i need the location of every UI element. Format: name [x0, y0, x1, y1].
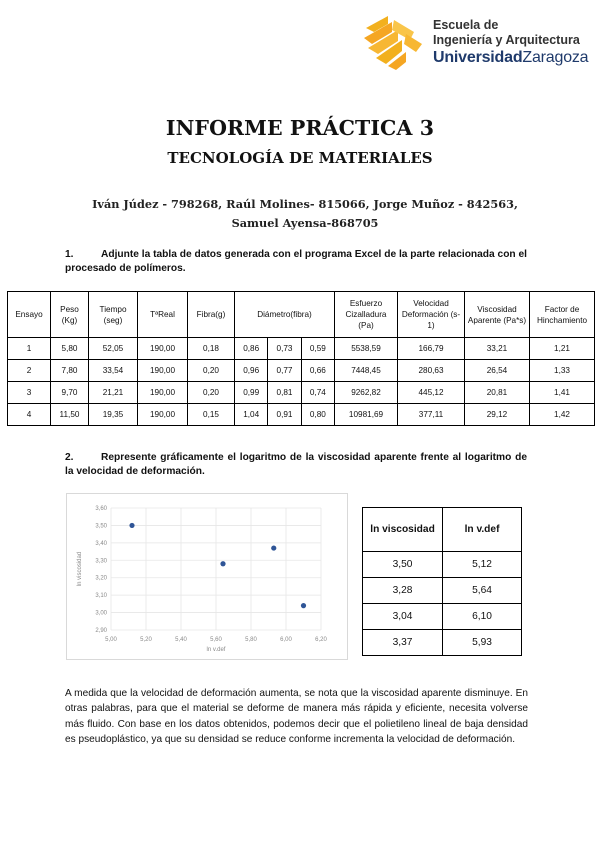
y-tick-label: 3,50	[95, 523, 107, 530]
ln-table	[362, 507, 522, 656]
page-title: INFORME PRÁCTICA 3	[165, 116, 435, 140]
table-row	[8, 360, 595, 382]
logo-university: Universidad	[433, 49, 523, 66]
cell: 190,00	[138, 382, 188, 404]
data-point	[271, 545, 276, 550]
section-1-number: 1.	[65, 249, 74, 260]
cell: 3,37	[363, 630, 443, 656]
cell: 190,00	[138, 404, 188, 426]
x-tick-label: 5,40	[175, 637, 187, 643]
col-velocidad: Velocidad Deformación (s-1)	[398, 292, 465, 338]
cell: 1,33	[530, 360, 595, 382]
col-viscosidad: Viscosidad Aparente (Pa*s)	[465, 292, 530, 338]
cell: 0,80	[301, 404, 334, 426]
ln-table-header-row	[363, 508, 522, 552]
cell: 0,18	[188, 338, 235, 360]
col-ln-vdef: ln v.def	[443, 508, 522, 552]
y-tick-label: 3,30	[95, 558, 107, 565]
section-2-question	[65, 451, 527, 478]
data-table-header-row	[8, 292, 595, 338]
cell: 7,80	[51, 360, 89, 382]
col-peso: Peso (Kg)	[51, 292, 89, 338]
cell: 3,04	[363, 604, 443, 630]
cell: 3,28	[363, 578, 443, 604]
logo-emblem-icon	[358, 14, 428, 70]
cell: 26,54	[465, 360, 530, 382]
y-tick-label: 3,20	[95, 575, 107, 582]
table-row	[8, 404, 595, 426]
cell: 5,12	[443, 552, 522, 578]
y-tick-label: 3,60	[95, 506, 107, 512]
logo-line-1: Escuela de	[433, 18, 499, 32]
cell: 0,15	[188, 404, 235, 426]
cell: 0,20	[188, 360, 235, 382]
logo-line-2: Ingeniería y Arquitectura	[433, 33, 580, 47]
cell: 0,74	[301, 382, 334, 404]
col-esfuerzo: Esfuerzo Cizalladura (Pa)	[335, 292, 398, 338]
cell: 190,00	[138, 360, 188, 382]
col-factor: Factor de Hinchamiento	[530, 292, 595, 338]
page-subtitle: TECNOLOGÍA DE MATERIALES	[167, 149, 433, 167]
table-row	[8, 382, 595, 404]
x-tick-label: 6,20	[315, 637, 327, 643]
col-diametro: Diámetro(fibra)	[235, 292, 335, 338]
cell: 9,70	[51, 382, 89, 404]
col-ln-viscosidad: ln viscosidad	[363, 508, 443, 552]
y-axis-label: ln viscosidad	[77, 551, 83, 587]
cell: 33,21	[465, 338, 530, 360]
scatter-chart	[66, 493, 348, 660]
authors	[70, 195, 540, 233]
cell: 0,20	[188, 382, 235, 404]
section-1-text: Adjunte la tabla de datos generada con el programa Excel de la parte relacionada con el procesado de polímeros.	[65, 249, 527, 274]
col-fibra: Fibra(g)	[188, 292, 235, 338]
cell: 52,05	[89, 338, 138, 360]
x-tick-label: 6,00	[280, 637, 292, 643]
cell: 0,86	[235, 338, 268, 360]
cell: 7448,45	[335, 360, 398, 382]
cell: 0,77	[268, 360, 301, 382]
logo-line-3	[433, 48, 588, 68]
col-treal: TªReal	[138, 292, 188, 338]
y-tick-label: 2,90	[95, 628, 107, 634]
authors-line-1: Iván Júdez - 798268, Raúl Molines- 815066, Jorge Muñoz - 842563,	[92, 197, 518, 211]
x-tick-label: 5,60	[210, 637, 222, 643]
cell: 2	[8, 360, 51, 382]
cell: 0,73	[268, 338, 301, 360]
cell: 9262,82	[335, 382, 398, 404]
y-tick-label: 3,10	[95, 593, 107, 600]
section-2-text: Represente gráficamente el logaritmo de la viscosidad aparente frente al logaritmo de la velocidad de deformación.	[65, 452, 527, 477]
col-ensayo: Ensayo	[8, 292, 51, 338]
authors-line-2: Samuel Ayensa-868705	[231, 216, 379, 230]
cell: 3	[8, 382, 51, 404]
table-row	[8, 338, 595, 360]
col-tiempo: Tiempo (seg)	[89, 292, 138, 338]
x-tick-label: 5,00	[105, 637, 117, 643]
cell: 21,21	[89, 382, 138, 404]
cell: 19,35	[89, 404, 138, 426]
cell: 5538,59	[335, 338, 398, 360]
cell: 190,00	[138, 338, 188, 360]
cell: 1,41	[530, 382, 595, 404]
section-1-question	[65, 248, 527, 275]
cell: 280,63	[398, 360, 465, 382]
logo-city: Zaragoza	[522, 49, 589, 66]
x-axis-label: ln v.def	[206, 647, 226, 653]
data-point	[129, 523, 134, 528]
cell: 445,12	[398, 382, 465, 404]
cell: 6,10	[443, 604, 522, 630]
cell: 1,04	[235, 404, 268, 426]
cell: 1,21	[530, 338, 595, 360]
cell: 1,42	[530, 404, 595, 426]
cell: 0,59	[301, 338, 334, 360]
cell: 20,81	[465, 382, 530, 404]
cell: 3,50	[363, 552, 443, 578]
cell: 33,54	[89, 360, 138, 382]
cell: 377,11	[398, 404, 465, 426]
data-point	[220, 561, 225, 566]
cell: 0,66	[301, 360, 334, 382]
cell: 5,80	[51, 338, 89, 360]
scatter-chart-svg	[67, 494, 347, 659]
x-tick-label: 5,20	[140, 637, 152, 643]
cell: 0,91	[268, 404, 301, 426]
cell: 0,81	[268, 382, 301, 404]
y-tick-label: 3,40	[95, 540, 107, 547]
university-logo	[358, 14, 588, 70]
cell: 29,12	[465, 404, 530, 426]
conclusion-paragraph: A medida que la velocidad de deformación aumenta, se nota que la viscosidad aparente disminuye. En otras palabras, para que el material se deforme de manera más rápida y eficiente, necesita volverse más fluido. Con base en los datos obtenidos, podemos decir que el polietileno lineal de baja densidad es pseudoplástico, ya que su densidad se reduce conforme incrementa la velocidad de deformación.	[65, 688, 528, 745]
x-tick-label: 5,80	[245, 637, 257, 643]
data-point	[301, 603, 306, 608]
cell: 5,64	[443, 578, 522, 604]
data-table	[7, 291, 595, 426]
table-row	[363, 630, 522, 656]
cell: 1	[8, 338, 51, 360]
cell: 0,99	[235, 382, 268, 404]
table-row	[363, 578, 522, 604]
table-row	[363, 552, 522, 578]
cell: 4	[8, 404, 51, 426]
cell: 0,96	[235, 360, 268, 382]
cell: 10981,69	[335, 404, 398, 426]
table-row	[363, 604, 522, 630]
cell: 11,50	[51, 404, 89, 426]
section-2-number: 2.	[65, 452, 74, 463]
cell: 166,79	[398, 338, 465, 360]
y-tick-label: 3,00	[95, 610, 107, 617]
cell: 5,93	[443, 630, 522, 656]
